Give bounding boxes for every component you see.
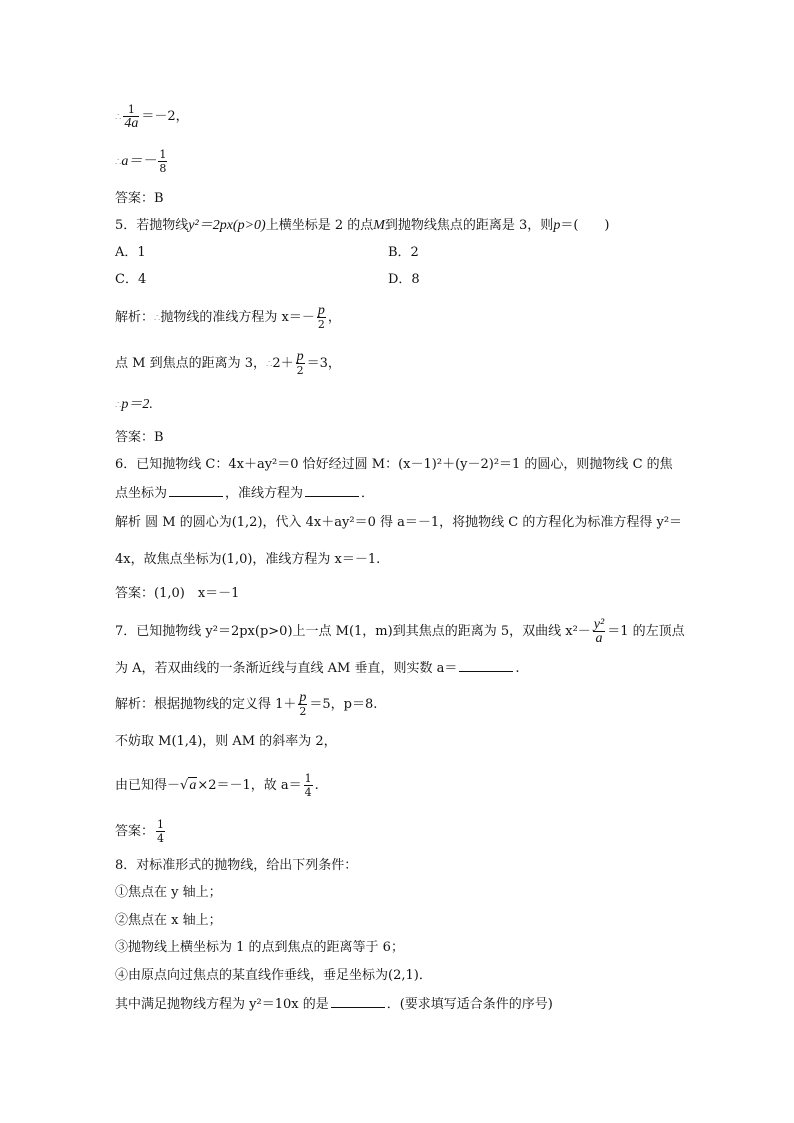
q6-solution-2: 4x，故焦点坐标为(1,0)，准线方程为 x＝－1. [115,552,381,567]
fraction-1-over-4: $\frac{1}{4}$ [304,772,312,799]
q5-option-c: C．4 [115,272,147,287]
fraction-1-over-4a: $\frac{1}{4a}$ [124,103,139,131]
q7-solution-2: 不妨取 M(1,4)，则 AM 的斜率为 2， [115,734,337,749]
q8-condition-2: ②焦点在 x 轴上； [115,913,222,928]
line-2-text: a＝－ [121,154,157,169]
line-2 [115,148,169,175]
q8-condition-1: ①焦点在 y 轴上； [115,885,222,900]
q6-blank-focus [169,484,223,497]
fraction-p-over-2: $\frac{p}{2}$ [317,303,325,331]
answer-prev: 答案：B [115,191,164,206]
q5-option-d: D．8 [388,272,420,287]
fraction-1-over-4: $\frac{1}{4}$ [157,818,165,845]
q7-solution-3: 由已知得－√a×2＝－1，故 a＝ $\frac{1}{4}$ . [115,772,319,799]
q5-solution-1: 解析：∴抛物线的准线方程为 x＝－ $\frac{p}{2}$ ， [115,303,341,331]
q7-answer: 答案： $\frac{1}{4}$ [115,818,165,845]
q6-solution-1: 解析 圆 M 的圆心为(1,2)，代入 4x＋ay²＝0 得 a＝－1，将抛物线 C 的方程化为标准方程得 y²＝ [115,515,683,530]
q7-solution-1: 解析：根据抛物线的定义得 1＋ $\frac{p}{2}$ ＝5，p＝8. [115,690,378,718]
q5-stem: 5．若抛物线y²＝2px(p>0)上横坐标是 2 的点M到抛物线焦点的距离是 3，则p＝( ) [115,218,610,233]
q5-solution-3: ∴p＝2. [115,397,153,412]
fraction-y2-over-a: $\frac{\text{y²}}{a}$ [593,617,605,646]
q6-stem-1: 6．已知抛物线 C：4x＋ay²＝0 恰好经过圆 M：(x－1)²＋(y－2)²＝1 的圆心，则抛物线 C 的焦 [115,457,673,472]
q5-option-b: B．2 [388,245,419,260]
q8-condition-4: ④由原点向过焦点的某直线作垂线，垂足坐标为(2,1)． [115,968,432,983]
therefore-symbol: ∴ [115,157,122,168]
fraction-p-over-2: $\frac{p}{2}$ [296,349,304,377]
q5-option-a: A．1 [115,245,146,260]
q7-blank [459,659,513,672]
q8-stem: 8．对标准形式的抛物线，给出下列条件： [115,858,358,873]
line-1 [115,103,189,130]
q8-question: 其中满足抛物线方程为 y²＝10x 的是 ．(要求填写适合条件的序号) [115,997,553,1012]
fraction-p-over-2: $\frac{p}{2}$ [299,690,307,718]
fraction-1-over-8: $\frac{1}{8}$ [159,148,167,175]
q5-solution-2: 点 M 到焦点的距离为 3，∴2＋ $\frac{p}{2}$ ＝3， [115,349,341,377]
sqrt-symbol: √ [180,778,189,793]
q6-answer: 答案：(1,0) x＝－1 [115,586,240,601]
q7-stem-2: 为 A，若双曲线的一条渐近线与直线 AM 垂直，则实数 a＝ . [115,661,520,676]
q7-stem-1: 7．已知抛物线 y²＝2px(p>0)上一点 M(1，m)到其焦点的距离为 5，双曲线 x²－ $\frac{\text{y²}}{a}$ ＝1 的左顶点 [115,617,685,646]
q5-answer: 答案：B [115,430,164,445]
q8-condition-3: ③抛物线上横坐标为 1 的点到焦点的距离等于 6； [115,940,404,955]
q6-stem-2: 点坐标为 ，准线方程为 ． [115,486,375,501]
q6-blank-directrix [305,484,359,497]
q8-blank [331,995,385,1008]
therefore-symbol: ∴ [115,112,122,123]
line-1-text: ＝－2， [141,109,189,124]
